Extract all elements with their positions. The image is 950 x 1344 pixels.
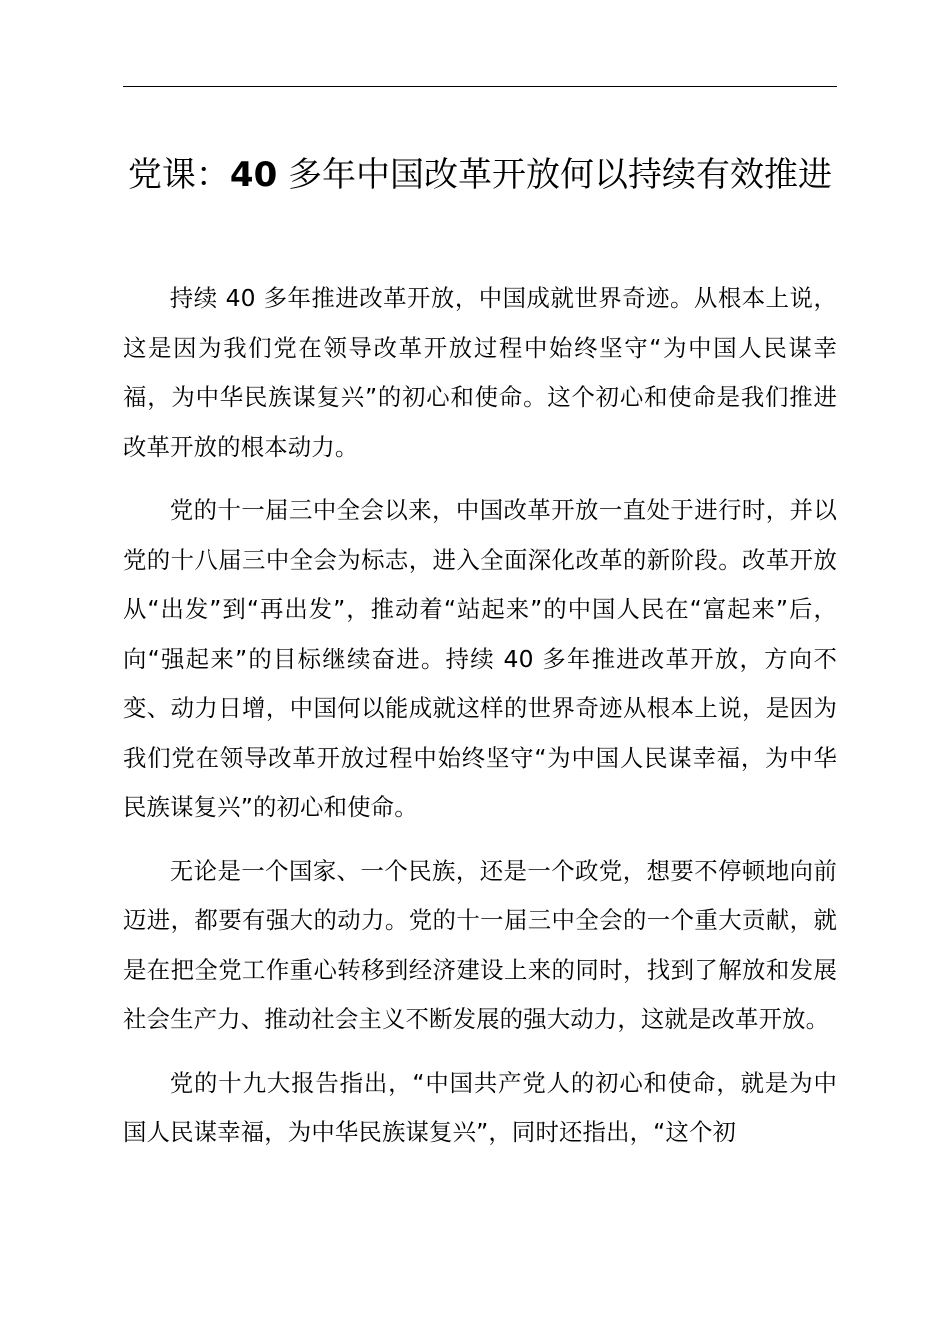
paragraph-1: 持续 40 多年推进改革开放，中国成就世界奇迹。从根本上说，这是因为我们党在领导改革开放过程中始终坚守“为中国人民谋幸福，为中华民族谋复兴”的初心和使命。这个初心和使命是我们推进改革开放的根本动力。 xyxy=(123,284,837,461)
header-rule xyxy=(123,86,837,87)
paragraph-4: 党的十九大报告指出，“中国共产党人的初心和使命，就是为中国人民谋幸福，为中华民族谋复兴”，同时还指出，“这个初 xyxy=(123,1068,837,1146)
document-title xyxy=(123,150,837,200)
paragraph-2: 党的十一届三中全会以来，中国改革开放一直处于进行时，并以党的十八届三中全会为标志，进入全面深化改革的新阶段。改革开放从“出发”到“再出发”，推动着“站起来”的中国人民在“富起来”后，向“强起来”的目标继续奋进。持续 40 多年推进改革开放，方向不变、动力日增，中国何以能成就这样的世界奇迹从根本上说，是因为我们党在领导改革开放过程中始终坚守“为中国人民谋幸福，为中华民族谋复兴”的初心和使命。 xyxy=(123,496,837,821)
document-body xyxy=(123,274,837,1172)
paragraph-3: 无论是一个国家、一个民族，还是一个政党，想要不停顿地向前迈进，都要有强大的动力。党的十一届三中全会的一个重大贡献，就是在把全党工作重心转移到经济建设上来的同时，找到了解放和发展社会生产力、推动社会主义不断发展的强大动力，这就是改革开放。 xyxy=(123,856,837,1033)
title-prefix: 党课： xyxy=(127,155,230,195)
title-rest: 多年中国改革开放何以持续有效推进 xyxy=(277,155,833,195)
title-number: 40 xyxy=(229,155,278,195)
